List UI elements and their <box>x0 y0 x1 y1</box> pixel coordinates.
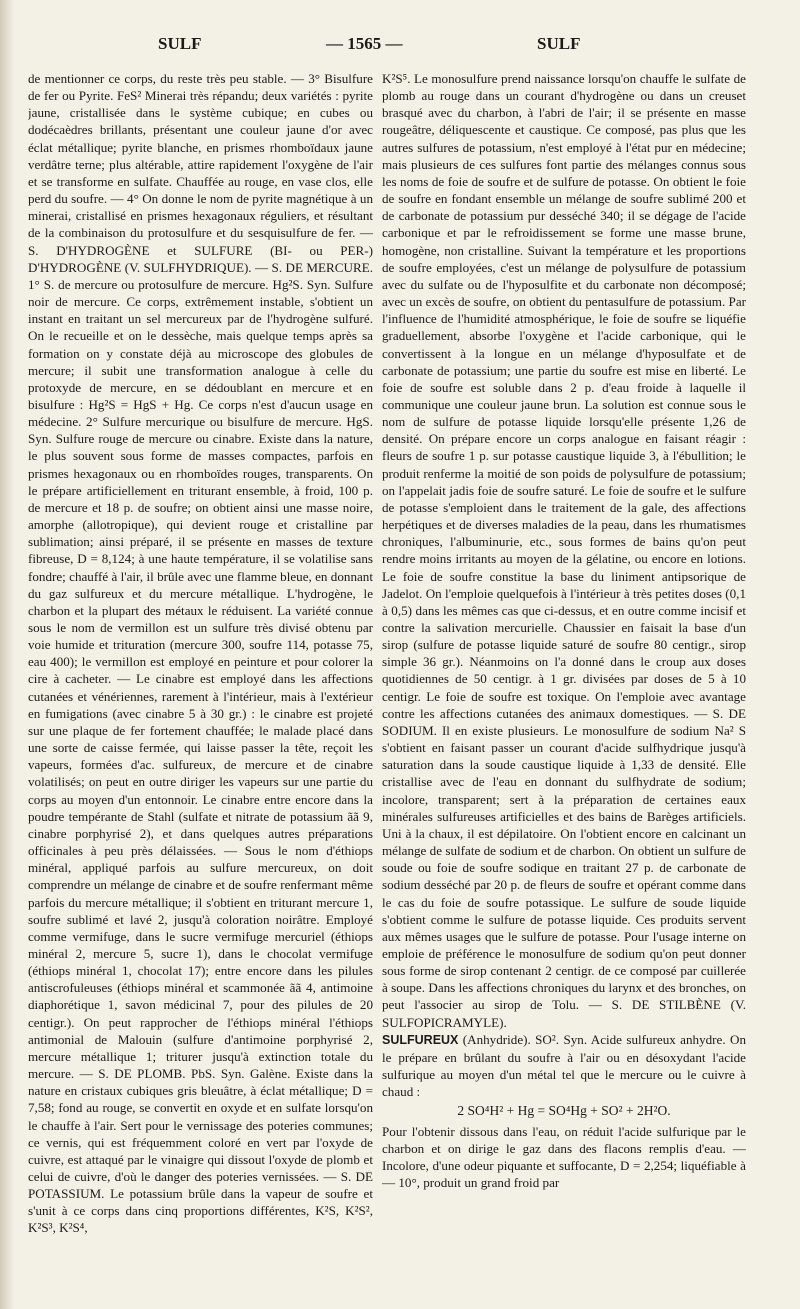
page-number: — 1565 — <box>326 34 403 53</box>
header-left-word: SULF <box>158 34 202 53</box>
entry-sulfureux <box>382 1031 746 1101</box>
chemical-formula: 2 SO⁴H² + Hg = SO⁴Hg + SO² + 2H²O. <box>457 1103 671 1119</box>
page-binding-shadow <box>0 0 14 1309</box>
right-column-text: K²S⁵. Le monosulfure prend naissance lorsqu'on chauffe le sulfate de plomb au rouge dans un courant d'hydrogène ou dans un creuset brasqué avec du charbon, à l'abri de l'air; il se présente en masse rougeâtre, déliquescente et caustique. Ce composé, pas plus que les autres sulfures de potassium, n'est employé à l'état pur en médecine; mais plusieurs de ces sulfures font partie des mélanges connus sous les noms de foie de soufre et de sulfure de potasse. On obtient le foie de soufre en fondant ensemble un mélange de soufre sublimé 200 et de carbonate de potassium pur desséché 340; il se dégage de l'acide carbonique et par le refroidissement se forme une masse brune, homogène, non cristalline. Suivant la température et les proportions de soufre employées, c'est un mélange de polysulfure de potassium avec du sulfate ou de l'hyposulfite et du carbonate non décomposé; avec un excès de soufre, on obtient du pentasulfure de potassium. Par l'influence de l'humidité atmosphérique, le foie de soufre se liquéfie graduellement, absorbe l'oxygène et l'acide carbonique, qui le convertissent à la longue en un mélange d'hyposulfate et de carbonate de potassium; une partie du soufre est mise en liberté. Le foie de soufre est soluble dans 2 p. d'eau froide à laquelle il communique une couleur jaune brun. La solution est connue sous le nom de sulfure de potasse liquide lorsqu'elle présente 1,26 de densité. On prépare encore un corps analogue en faisant réagir : fleurs de soufre 1 p. sur potasse caustique liquide 3, à l'ébullition; le produit renferme la moitié de son poids de polysulfure de potassium; on l'appelait jadis foie de soufre saturé. Le foie de soufre et le sulfure de potasse s'emploient dans le traitement de la gale, des affections herpétiques et de diverses maladies de la peau, dans les rhumatismes chroniques, l'albuminurie, etc., sous formes de bains qu'on peut rendre moins irritants au moyen de la gélatine, ou encore en lotions. Le foie de soufre constitue la base du liniment antipsorique de Jadelot. On l'emploie quelquefois à l'intérieur à très petites doses (0,1 à 0,5) dans les mêmes cas que ci-dessus, et en outre comme incisif et contre la salivation mercurielle. Chaussier en faisait la base d'un sirop (sulfure de potasse liquide saturé de soufre 80 centigr., sirop simple 36 gr.). Néanmoins on l'a donné dans le croup aux doses quotidiennes de 50 centigr. à 1 gr. divisées par doses de 5 à 10 centigr. Le foie de soufre est toxique. On l'emploie avec avantage contre les affections cutanées des animaux domestiques. — S. DE SODIUM. Il en existe plusieurs. Le monosulfure de sodium Na² S s'obtient en faisant passer un courant d'acide sulfhydrique jusqu'à saturation dans la soude caustique liquide à 1,33 de densité. Elle cristallise avec de l'eau en donnant du sulfhydrate de sodium; incolore, transparent; sert à la préparation de certaines eaux minérales sulfureuses artificielles et des bains de Barèges artificiels. Uni à la chaux, il est dépilatoire. On l'obtient encore en calcinant un mélange de sulfate de sodium et de charbon. On obtient un sulfure de soude ou foie de soufre sodique en traitant 27 p. de carbonate de sodium desséché par 20 p. de fleurs de soufre et opérant comme dans le cas du foie de soufre potassique. Le sulfure de soude liquide s'obtient comme le sulfure de potasse liquide. Ces produits servent aux mêmes usages que le sulfure de potasse. Pour l'usage interne on emploie de préférence le monosulfure de sodium qu'on peut donner sous forme de sirop contenant 2 centigr. de ce composé par cuillerée à soupe. Dans les affections chroniques du larynx et des bronches, on peut l'associer au sirop de Tolu. — S. DE STILBÈNE (V. SULFOPICRAMYLE). <box>382 71 746 1030</box>
entry-heading: SULFUREUX <box>382 1032 459 1047</box>
entry-text: (Anhydride). SO². Syn. Acide sulfureux anhydre. On le prépare en brûlant du soufre à l'air ou en désoxydant l'acide sulfurique au moyen d'un métal tel que le mercure ou le cuivre à chaud : <box>382 1031 746 1100</box>
running-header <box>0 34 800 58</box>
entry-continuation: Pour l'obtenir dissous dans l'eau, on réduit l'acide sulfurique par le charbon et on dirige le gaz dans des flacons remplis d'eau. — Incolore, d'une odeur piquante et suffocante, D = 2,254; liquéfiable à — 10°, produit un grand froid par <box>382 1123 746 1190</box>
left-column <box>28 70 373 1270</box>
right-column <box>382 70 746 1270</box>
left-column-text: de mentionner ce corps, du reste très peu stable. — 3° Bisulfure de fer ou Pyrite. FeS² Minerai très répandu; deux variétés : pyrite jaune, cristallisée dans le système cubique; en cubes ou dodécaèdres brillants, présentant une couleur jaune d'or avec éclat métallique; pyrite blanche, en prismes rhomboïdaux jaune verdâtre terne; plus altérable, attire rapidement l'oxygène de l'air et se transforme en sulfate. Chauffée au rouge, en vase clos, elle perd du soufre. — 4° On donne le nom de pyrite magnétique à un minerai, cristallisé en prismes hexagonaux réguliers, et résultant de la combinaison du protosulfure et du sesquisulfure de fer. — S. D'HYDROGÈNE et SULFURE (BI- ou PER-) D'HYDROGÈNE (V. SULFHYDRIQUE). — S. DE MERCURE. 1° S. de mercure ou protosulfure de mercure. Hg²S. Syn. Sulfure noir de mercure. Ce corps, extrêmement instable, s'obtient un instant en traitant un sel mercureux par de l'hydrogène sulfuré. On le recueille et on le dessèche, mais quelque temps après sa formation on y constate déjà au microscope des globules de mercure; il subit une transformation analogue à celle du protoxyde de mercure, en se dédoublant en mercure et en bisulfure : Hg²S = HgS + Hg. Ce corps n'est d'aucun usage en médecine. 2° Sulfure mercurique ou bisulfure de mercure. HgS. Syn. Sulfure rouge de mercure ou cinabre. Existe dans la nature, le plus souvent sous forme de masses compactes, parfois en prismes hexagonaux ou en rhomboïdes rouges, transparents. On le prépare artificiellement en triturant ensemble, à froid, 100 p. de mercure et 18 p. de soufre; on obtient ainsi une masse noire, amorphe (allotropique), qui devient rouge et cristalline par sublimation; ainsi préparé, il se présente en masses de texture fibreuse, D = 8,124; à une haute température, il se volatilise sans fondre; chauffé à l'air, il brûle avec une flamme bleue, en donnant du gaz sulfureux et du mercure métallique. L'hydrogène, le charbon et la plupart des métaux le réduisent. La variété connue sous le nom de vermillon est un sulfure très divisé obtenu par voie humide et trituration (mercure 300, soufre 114, potasse 75, eau 400); le vermillon est employé en peinture et pour colorer la cire à cacheter. — Le cinabre est employé dans les affections cutanées et vénériennes, rarement à l'intérieur, mais à l'extérieur en fumigations (avec cinabre 5 à 30 gr.) : le cinabre est projeté sur une plaque de fer fortement chauffée; le malade placé dans une sorte de caisse fermée, qui laisse passer la tête, reçoit les vapeurs, formées d'ac. sulfureux, de mercure et de cinabre volatilisés; on peut en outre diriger les vapeurs sur une partie du corps au moyen d'un entonnoir. Le cinabre entre encore dans la poudre tempérante de Stahl (sulfate et nitrate de potassium ãã 9, cinabre porphyrisé 2), et dans quelques autres préparations officinales à peu près délaissées. — Sous le nom d'éthiops minéral, appliqué parfois au sulfure mercureux, on doit comprendre un mélange de cinabre et de soufre renfermant même parfois du mercure métallique; il s'obtient en triturant mercure 1, soufre sublimé et lavé 2, jusqu'à coloration noirâtre. Employé comme vermifuge, dans le sucre vermifuge mercuriel (éthiops minéral 2, mercure 5, sucre 1), dans le chocolat vermifuge (éthiops minéral 1, chocolat 17); entre encore dans les pilules antiscrofuleuses (éthiops minéral et scammonée ãã 4, antimoine diaphorétique 1, savon médicinal 7, pour des pilules de 20 centigr.). On peut rapprocher de l'éthiops minéral l'éthiops antimonial de Malouin (sulfure d'antimoine porphyrisé 2, mercure métallique 1; triturer jusqu'à extinction totale du mercure. — S. DE PLOMB. PbS. Syn. Galène. Existe dans la nature en cristaux cubiques gris bleuâtre, à éclat métallique; D = 7,58; fond au rouge, se convertit en oxyde et en sulfate lorsqu'on le chauffe à l'air. Sert pour le vernissage des poteries communes; ce vernis, qui est fréquemment coloré en vert par l'oxyde de cuivre, est attaqué par le vinaigre qui dissout l'oxyde de plomb et celui de cuivre, d'où le danger des poteries vernissées. — S. DE POTASSIUM. Le potassium brûle dans la vapeur de soufre et s'unit à ce corps dans cinq proportions différentes, K²S, K²S², K²S³, K²S⁴, <box>28 71 373 1236</box>
header-right-word: SULF <box>537 34 581 53</box>
right-column-paragraph <box>382 70 746 1031</box>
